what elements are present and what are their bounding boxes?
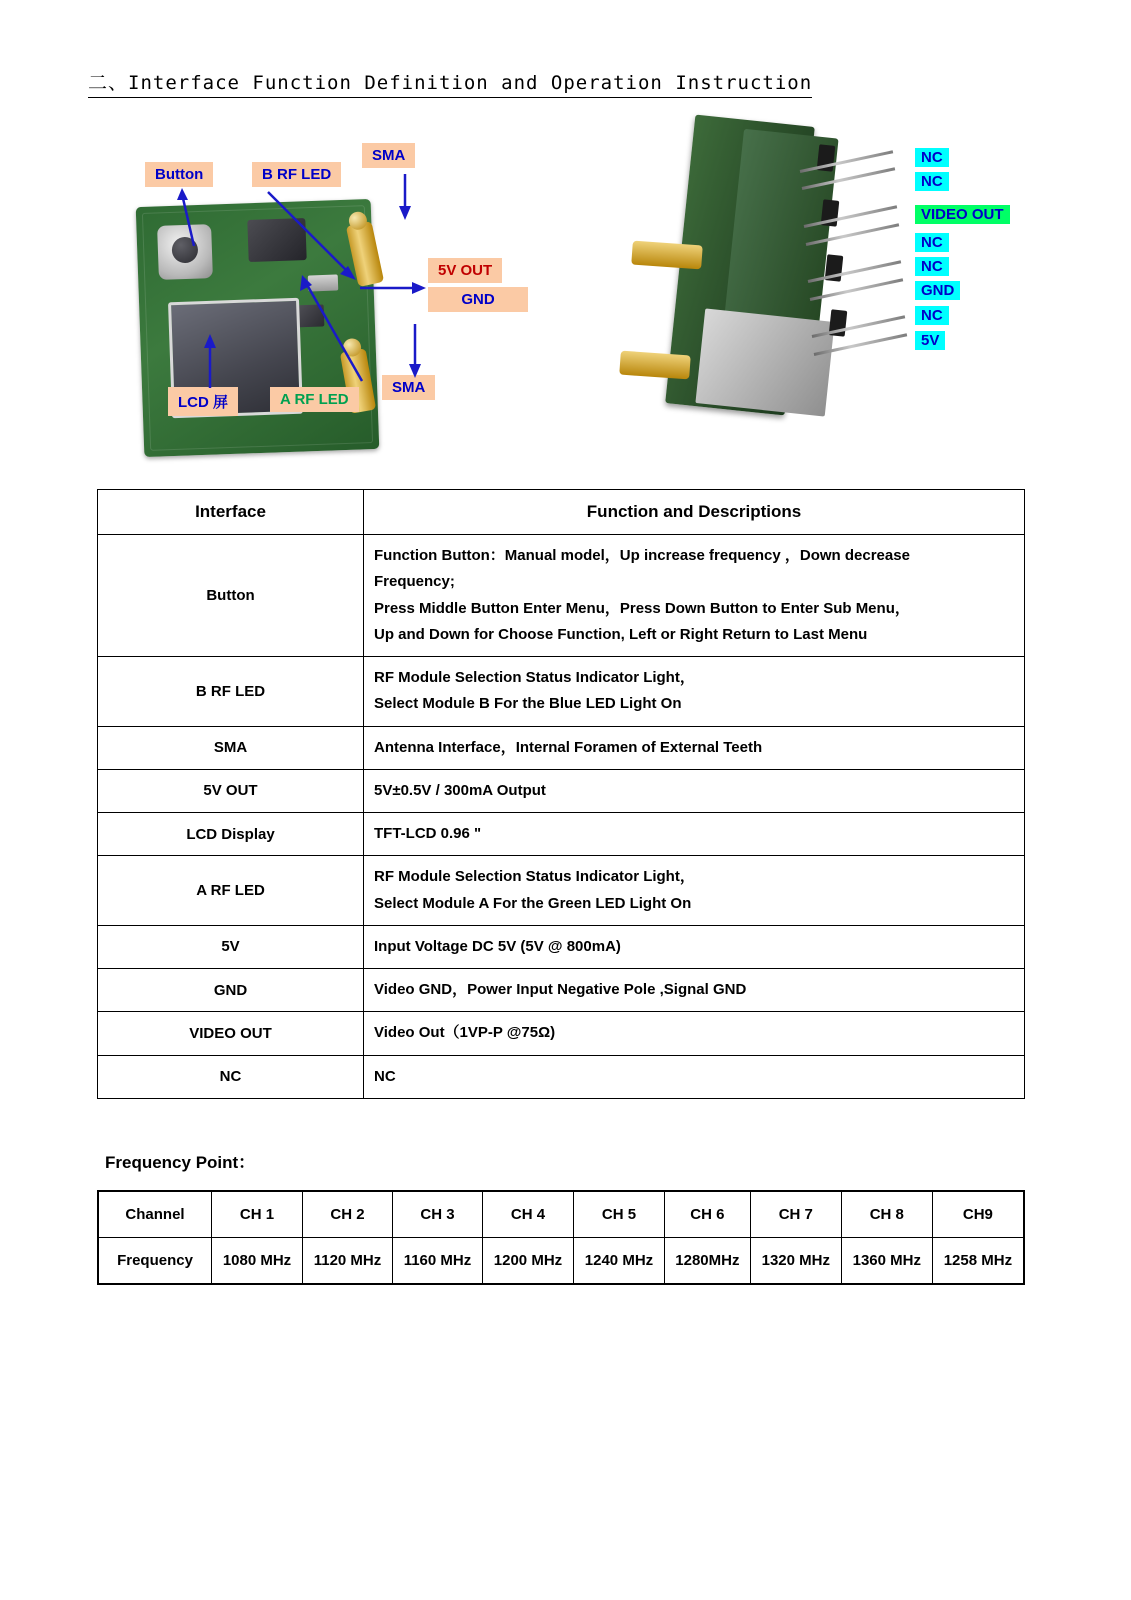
arrow-lcd bbox=[200, 332, 224, 390]
interface-function-table bbox=[97, 489, 1025, 1099]
cell-interface-video-out: VIDEO OUT bbox=[98, 1012, 364, 1055]
board-side-view-photo bbox=[600, 115, 940, 445]
arrow-sma-bottom bbox=[405, 322, 429, 380]
desc-line: Video Out（1VP-P @75Ω) bbox=[374, 1024, 556, 1042]
lcd-module-side bbox=[695, 308, 834, 416]
cell-interface-lcd-display: LCD Display bbox=[98, 813, 364, 856]
label-lcd: LCD 屏 bbox=[168, 387, 238, 416]
table-row bbox=[98, 813, 1025, 856]
cell-channel: CH 5 bbox=[573, 1191, 664, 1238]
table-row bbox=[98, 1012, 1025, 1055]
cell-frequency: 1320 MHz bbox=[750, 1238, 841, 1285]
cell-frequency: 1160 MHz bbox=[392, 1238, 482, 1285]
frequency-point-table bbox=[97, 1190, 1025, 1285]
desc-line: NC bbox=[374, 1067, 396, 1085]
cell-frequency: 1080 MHz bbox=[212, 1238, 303, 1285]
cell-frequency: 1200 MHz bbox=[482, 1238, 573, 1285]
desc-line: TFT-LCD 0.96 " bbox=[374, 825, 482, 842]
table-body bbox=[98, 535, 1025, 1099]
cell-description-5v-out bbox=[364, 769, 1025, 812]
frequency-point-title: Frequency Point： bbox=[105, 1153, 256, 1172]
cell-channel: CH 3 bbox=[392, 1191, 482, 1238]
desc-line: Select Module A For the Green LED Light On bbox=[374, 894, 692, 912]
desc-line: 5V±0.5V / 300mA Output bbox=[374, 781, 546, 799]
col-header-interface: Interface bbox=[98, 490, 364, 535]
figures-area bbox=[0, 110, 1131, 460]
cell-channel: CH 4 bbox=[482, 1191, 573, 1238]
label-gnd: GND bbox=[428, 287, 528, 312]
row-header-frequency: Frequency bbox=[98, 1238, 212, 1285]
cell-channel: CH9 bbox=[932, 1191, 1024, 1238]
pin-label-nc-2: NC bbox=[915, 172, 949, 191]
desc-line: Video GND，Power Input Negative Pole ,Signal GND bbox=[374, 981, 747, 998]
cell-description-a-rf-led bbox=[364, 856, 1025, 926]
arrow-5v-out bbox=[360, 280, 430, 296]
cell-channel: CH 6 bbox=[664, 1191, 750, 1238]
pin-label-nc-1: NC bbox=[915, 148, 949, 167]
desc-line: RF Module Selection Status Indicator Light， bbox=[374, 669, 695, 686]
pin-label-video-out: VIDEO OUT bbox=[915, 205, 1010, 224]
table-row bbox=[98, 925, 1025, 968]
arrow-button bbox=[176, 188, 206, 248]
desc-line: Press Middle Button Enter Menu，Press Down Button to Enter Sub Menu， bbox=[374, 599, 910, 617]
table-row bbox=[98, 657, 1025, 727]
cell-description-5v bbox=[364, 925, 1025, 968]
table-row bbox=[98, 1055, 1025, 1098]
cell-interface-5v: 5V bbox=[98, 925, 364, 968]
table-row bbox=[98, 769, 1025, 812]
cell-description-b-rf-led bbox=[364, 657, 1025, 727]
table-head bbox=[98, 490, 1025, 535]
cell-frequency: 1280MHz bbox=[664, 1238, 750, 1285]
desc-line: Up and Down for Choose Function, Left or Right Return to Last Menu bbox=[374, 625, 868, 643]
cell-frequency: 1120 MHz bbox=[303, 1238, 393, 1285]
cell-channel: CH 2 bbox=[303, 1191, 393, 1238]
cell-interface-nc: NC bbox=[98, 1055, 364, 1098]
label-5v-out: 5V OUT bbox=[428, 258, 502, 283]
sma-connector-side-bottom bbox=[619, 351, 691, 380]
pin-label-gnd: GND bbox=[915, 281, 960, 300]
desc-line: Antenna Interface，Internal Foramen of External Teeth bbox=[374, 738, 763, 756]
arrow-sma-top bbox=[395, 172, 419, 222]
label-a-rf-led: A RF LED bbox=[270, 387, 359, 412]
desc-line: Select Module B For the Blue LED Light On bbox=[374, 695, 682, 713]
cell-description-sma bbox=[364, 726, 1025, 769]
cell-description-video-out bbox=[364, 1012, 1025, 1055]
table-row bbox=[98, 1191, 1024, 1238]
cell-interface-button: Button bbox=[98, 535, 364, 657]
pin-label-nc-3: NC bbox=[915, 233, 949, 252]
pin-label-5v: 5V bbox=[915, 331, 945, 350]
cell-description-nc bbox=[364, 1055, 1025, 1098]
desc-line: Input Voltage DC 5V (5V @ 800mA) bbox=[374, 937, 621, 955]
cell-channel: CH 1 bbox=[212, 1191, 303, 1238]
cell-frequency: 1240 MHz bbox=[573, 1238, 664, 1285]
table-row bbox=[98, 1238, 1024, 1285]
cell-description-button bbox=[364, 535, 1025, 657]
pin-wire-6 bbox=[810, 278, 904, 301]
pin-label-nc-5: NC bbox=[915, 306, 949, 325]
row-header-channel: Channel bbox=[98, 1191, 212, 1238]
desc-line: Function Button：Manual model，Up increase frequency ，Down decrease bbox=[374, 547, 910, 564]
table-row bbox=[98, 969, 1025, 1012]
cell-interface-5v-out: 5V OUT bbox=[98, 769, 364, 812]
cell-description-gnd bbox=[364, 969, 1025, 1012]
table-row bbox=[98, 856, 1025, 926]
desc-line: Frequency; bbox=[374, 573, 455, 591]
cell-description-lcd-display bbox=[364, 813, 1025, 856]
cell-interface-a-rf-led: A RF LED bbox=[98, 856, 364, 926]
table-row bbox=[98, 535, 1025, 657]
cell-frequency: 1360 MHz bbox=[841, 1238, 932, 1285]
table-header-row bbox=[98, 490, 1025, 535]
cell-channel: CH 8 bbox=[841, 1191, 932, 1238]
pin-label-nc-4: NC bbox=[915, 257, 949, 276]
desc-line: RF Module Selection Status Indicator Light， bbox=[374, 868, 695, 886]
page-title: 二、Interface Function Definition and Operation Instruction bbox=[88, 68, 812, 98]
frequency-table-body bbox=[98, 1191, 1024, 1284]
cell-interface-gnd: GND bbox=[98, 969, 364, 1012]
label-b-rf-led: B RF LED bbox=[252, 162, 341, 187]
cell-channel: CH 7 bbox=[750, 1191, 841, 1238]
label-sma-bottom: SMA bbox=[382, 375, 435, 400]
arrow-b-rf-led bbox=[262, 188, 357, 280]
cell-interface-b-rf-led: B RF LED bbox=[98, 657, 364, 727]
sma-connector-side-top bbox=[631, 241, 703, 270]
col-header-description: Function and Descriptions bbox=[364, 490, 1025, 535]
label-sma-top: SMA bbox=[362, 143, 415, 168]
arrow-a-rf-led bbox=[300, 275, 370, 387]
cell-interface-sma: SMA bbox=[98, 726, 364, 769]
label-button: Button bbox=[145, 162, 213, 187]
cell-frequency: 1258 MHz bbox=[932, 1238, 1024, 1285]
table-row bbox=[98, 726, 1025, 769]
